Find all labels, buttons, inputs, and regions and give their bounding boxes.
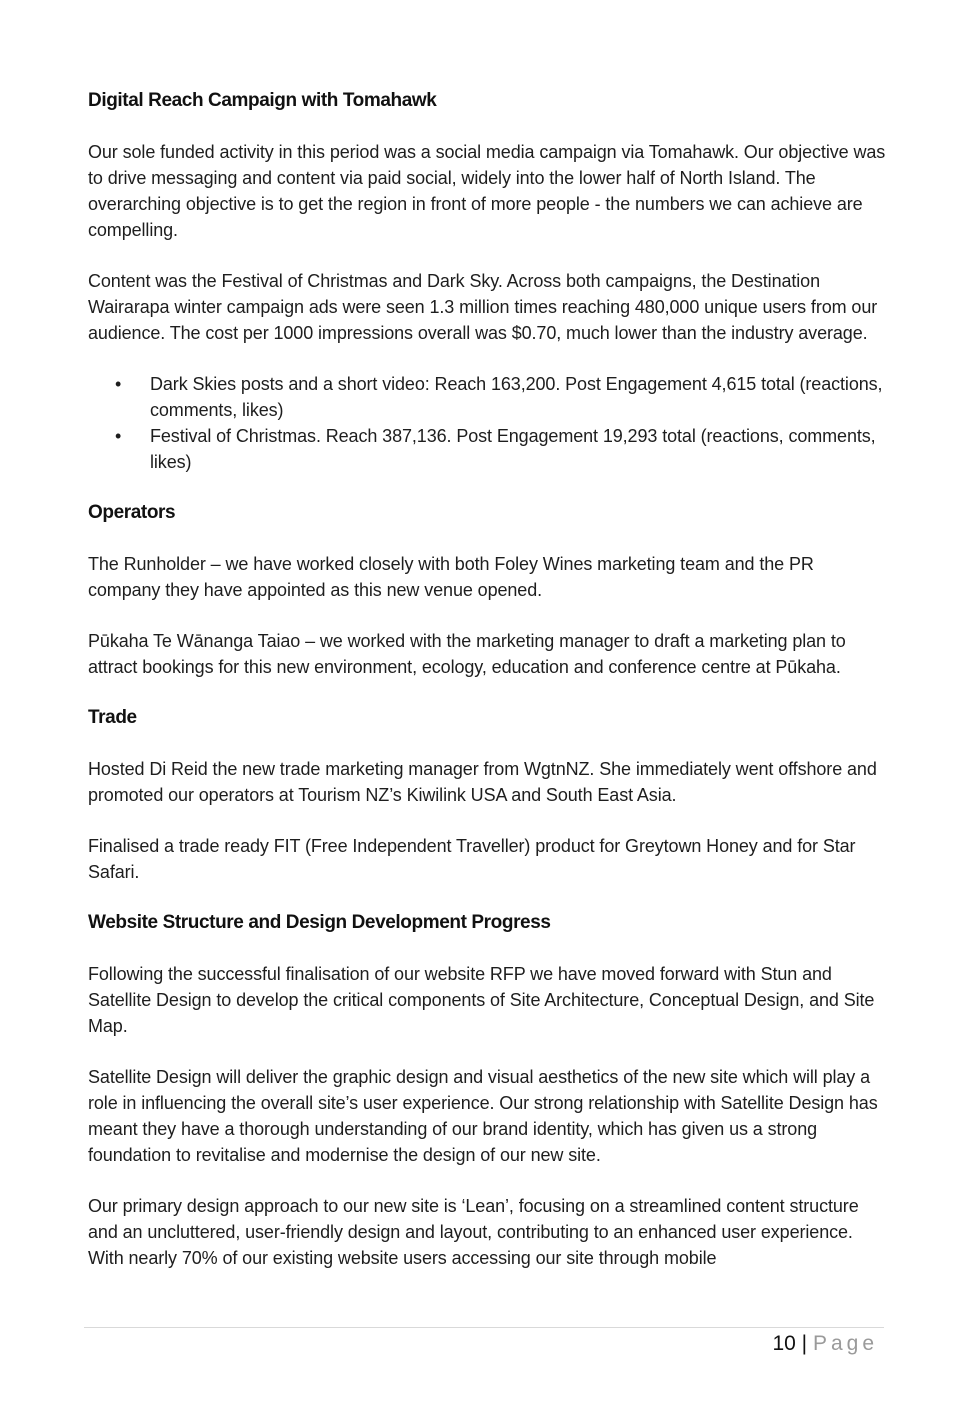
paragraph-trade-hosted: Hosted Di Reid the new trade marketing manager from WgtnNZ. She immediately went offshore and promoted our operators at Tourism NZ’s Kiwilink USA and South East Asia. bbox=[88, 759, 877, 805]
document-page bbox=[88, 88, 888, 1271]
paragraph-runholder: The Runholder – we have worked closely with both Foley Wines marketing team and the PR company they have appointed as this new venue opened. bbox=[88, 554, 814, 600]
list-item-text: Dark Skies posts and a short video: Reach 163,200. Post Engagement 4,615 total (reactions, comments, likes) bbox=[150, 374, 883, 420]
paragraph-digital-objective: Our sole funded activity in this period was a social media campaign via Tomahawk. Our objective was to drive messaging and content via paid social, widely into the lower half of North Island. The overarching objective is to get the region in front of more people - the numbers we can achieve are compelling. bbox=[88, 142, 886, 240]
paragraph-website-rfp: Following the successful finalisation of our website RFP we have moved forward with Stun and Satellite Design to develop the critical components of Site Architecture, Conceptual Design, and Site Map. bbox=[88, 964, 875, 1036]
bullet-icon: • bbox=[115, 374, 122, 394]
page-number: 10 bbox=[772, 1332, 796, 1355]
list-item-dark-skies bbox=[88, 371, 888, 423]
section-heading-operators: Operators bbox=[88, 502, 176, 523]
footer-divider bbox=[84, 1327, 884, 1328]
section-heading-website: Website Structure and Design Development Progress bbox=[88, 912, 551, 933]
paragraph-trade-fit: Finalised a trade ready FIT (Free Independent Traveller) product for Greytown Honey and for Star Safari. bbox=[88, 836, 856, 882]
page-footer bbox=[772, 1331, 878, 1357]
page-label: Page bbox=[812, 1332, 878, 1355]
paragraph-pukaha: Pūkaha Te Wānanga Taiao – we worked with the marketing manager to draft a marketing plan to attract bookings for this new environment, ecology, education and conference centre at Pūkaha. bbox=[88, 631, 846, 677]
campaign-results-list bbox=[88, 371, 888, 475]
list-item-festival-of-christmas bbox=[88, 423, 888, 475]
paragraph-digital-content: Content was the Festival of Christmas and Dark Sky. Across both campaigns, the Destination Wairarapa winter campaign ads were seen 1.3 million times reaching 480,000 unique users from our audience. The cost per 1000 impressions overall was $0.70, much lower than the industry average. bbox=[88, 271, 878, 343]
list-item-text: Festival of Christmas. Reach 387,136. Post Engagement 19,293 total (reactions, comments, likes) bbox=[150, 426, 876, 472]
bullet-icon: • bbox=[115, 426, 122, 446]
paragraph-satellite-design: Satellite Design will deliver the graphic design and visual aesthetics of the new site which will play a role in influencing the overall site’s user experience. Our strong relationship with Satellite Design has meant they have a thorough understanding of our brand identity, which has given us a strong foundation to revitalise and modernise the design of our new site. bbox=[88, 1067, 878, 1165]
page-separator: | bbox=[801, 1332, 808, 1355]
paragraph-lean-approach: Our primary design approach to our new site is ‘Lean’, focusing on a streamlined content structure and an uncluttered, user-friendly design and layout, contributing to an enhanced user experience. With nearly 70% of our existing website users accessing our site through mobile bbox=[88, 1196, 859, 1268]
section-heading-trade: Trade bbox=[88, 707, 137, 728]
section-heading-digital-reach: Digital Reach Campaign with Tomahawk bbox=[88, 90, 437, 111]
